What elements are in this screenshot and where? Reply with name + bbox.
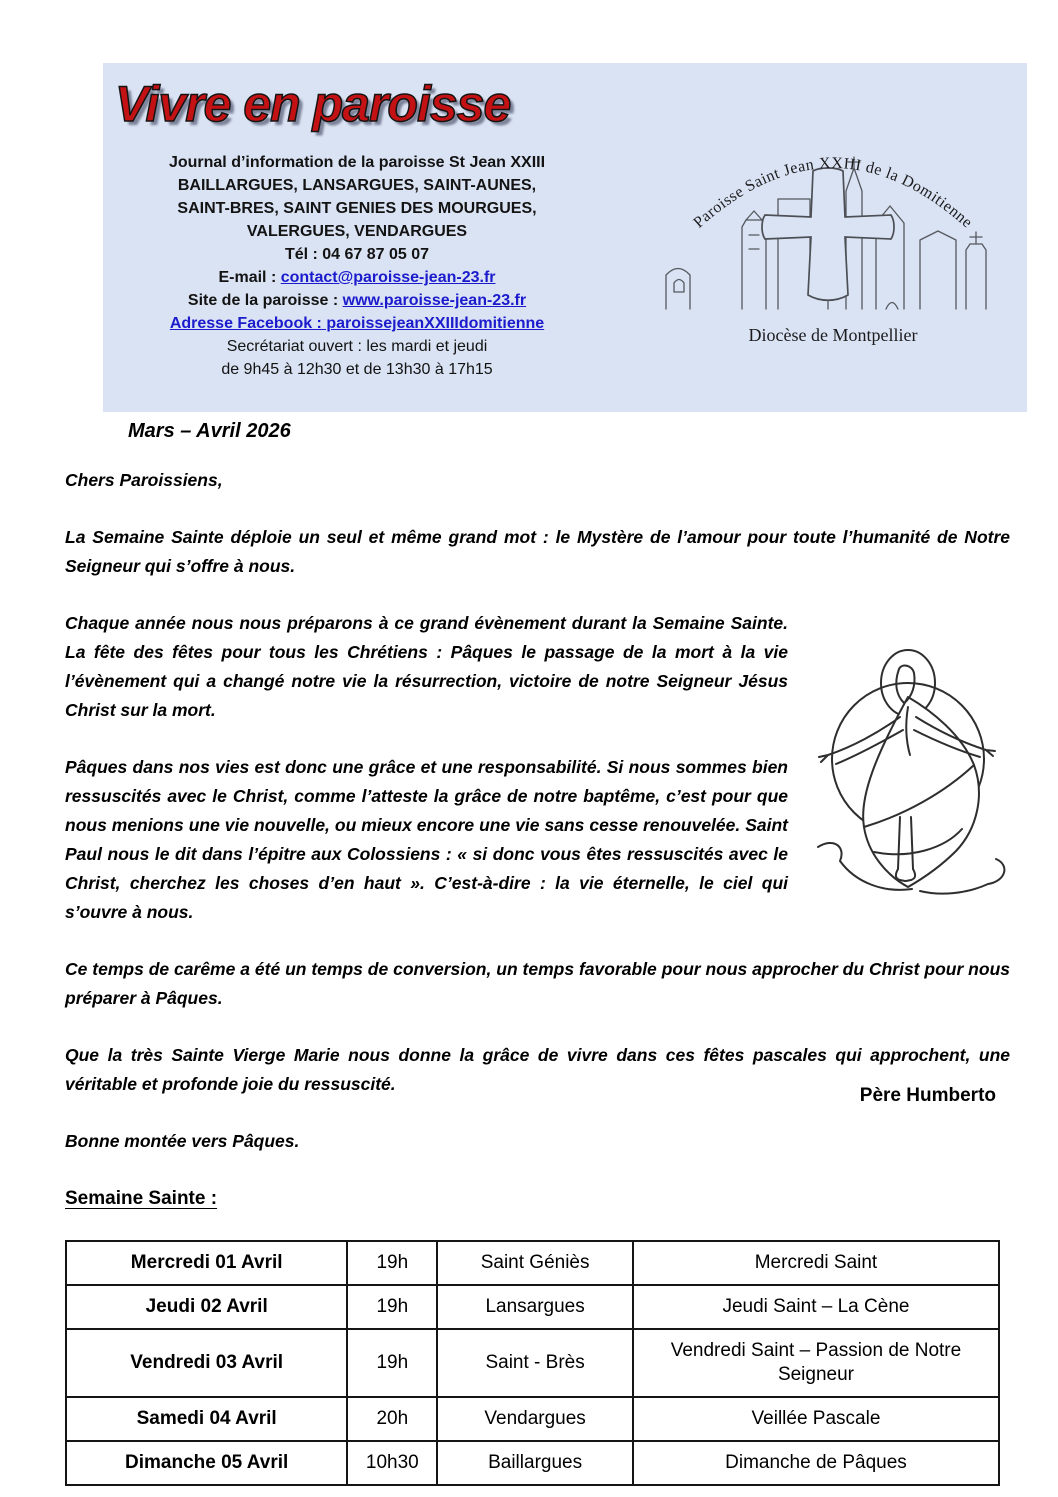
towns-line-1: BAILLARGUES, LANSARGUES, SAINT-AUNES,	[177, 177, 537, 194]
letter-paragraph: Chaque année nous nous préparons à ce grand évènement durant la Semaine Sainte. La fête des fêtes pour tous les Chrétiens : Pâques le passage de la mort à la vie l’évènement qui a changé notre vie la résurrection, victoire de notre Seigneur Jésus Christ sur la mort.	[65, 613, 788, 720]
schedule-place-cell: Saint - Brès	[437, 1329, 633, 1397]
website-label: Site de la paroisse :	[187, 292, 343, 309]
schedule-time-cell: 19h	[347, 1329, 437, 1397]
schedule-place-cell: Baillargues	[437, 1441, 633, 1485]
letter-signature: Père Humberto	[859, 1085, 996, 1106]
schedule-place-cell: Vendargues	[437, 1397, 633, 1441]
parish-info-block	[113, 151, 601, 381]
secretariat-line-1: Secrétariat ouvert : les mardi et jeudi	[226, 338, 488, 355]
facebook-link[interactable]: Adresse Facebook : paroissejeanXXIIIdomitienne	[169, 315, 545, 332]
website-line	[113, 289, 601, 312]
letter-paragraph: Pâques dans nos vies est donc une grâce et une responsabilité. Si nous sommes bien ressuscités avec le Christ, comme l’atteste la grâce de notre baptême, c’est pour que nous menions une vie nouvelle, ou mieux encore une vie sans cesse renouvelée. Saint Paul nous le dit dans l’épitre aux Colossiens : « si donc vous êtes ressuscités avec le Christ, cherchez les choses d’en haut ». C’est-à-dire : la vie éternelle, le ciel qui s’ouvre à nous.	[65, 757, 788, 922]
schedule-time-cell: 10h30	[347, 1441, 437, 1485]
letter-paragraph: Que la très Sainte Vierge Marie nous donne la grâce de vivre dans ces fêtes pascales qui approchent, une véritable et profonde joie du ressuscité.	[65, 1045, 1010, 1094]
schedule-date-cell: Dimanche 05 Avril	[66, 1441, 347, 1485]
masthead	[103, 63, 1027, 412]
schedule-event-cell: Vendredi Saint – Passion de Notre Seigneur	[633, 1329, 999, 1397]
newsletter-title: Vivre en paroisse	[115, 76, 511, 132]
schedule-time-cell: 19h	[347, 1285, 437, 1329]
schedule-place-cell: Saint Géniès	[437, 1241, 633, 1285]
schedule-heading: Semaine Sainte :	[65, 1188, 218, 1209]
secretariat-line-2: de 9h45 à 12h30 et de 13h30 à 17h15	[221, 361, 493, 378]
table-row	[66, 1285, 999, 1329]
risen-christ-icon	[804, 637, 1010, 903]
issue-date: Mars – Avril 2026	[128, 420, 291, 442]
holy-week-schedule-table	[65, 1240, 1000, 1486]
phone-line: Tél : 04 67 87 05 07	[284, 246, 430, 263]
table-row	[66, 1329, 999, 1397]
towns-line-2: SAINT-BRES, SAINT GENIES DES MOURGUES,	[177, 200, 537, 217]
risen-christ-drawing	[804, 637, 1010, 943]
pastor-letter	[65, 466, 1010, 1184]
letter-paragraph: Ce temps de carême a été un temps de conversion, un temps favorable pour nous approcher du Christ pour nous préparer à Pâques.	[65, 959, 1010, 1008]
schedule-time-cell: 20h	[347, 1397, 437, 1441]
newsletter-subtitle: Journal d’information de la paroisse St Jean XXIII	[168, 154, 546, 171]
logo-caption: Diocèse de Montpellier	[748, 325, 918, 345]
schedule-date-cell: Mercredi 01 Avril	[66, 1241, 347, 1285]
parish-logo-drawing	[648, 69, 1018, 364]
table-row	[66, 1241, 999, 1285]
schedule-time-cell: 19h	[347, 1241, 437, 1285]
towns-line-3: VALERGUES, VENDARGUES	[246, 223, 468, 240]
schedule-event-cell: Mercredi Saint	[633, 1241, 999, 1285]
letter-paragraph: Bonne montée vers Pâques.	[65, 1131, 300, 1151]
email-line	[113, 266, 601, 289]
schedule-date-cell: Jeudi 02 Avril	[66, 1285, 347, 1329]
cross-icon	[762, 168, 894, 300]
facebook-line	[113, 312, 601, 335]
parish-logo	[648, 69, 1018, 369]
schedule-place-cell: Lansargues	[437, 1285, 633, 1329]
letter-paragraph: La Semaine Sainte déploie un seul et même grand mot : le Mystère de l’amour pour toute l’humanité de Notre Seigneur qui s’offre à nous.	[65, 527, 1010, 576]
letter-salutation: Chers Paroissiens,	[65, 470, 223, 490]
schedule-date-cell: Samedi 04 Avril	[66, 1397, 347, 1441]
email-label: E-mail :	[218, 269, 281, 286]
table-row	[66, 1397, 999, 1441]
schedule-event-cell: Jeudi Saint – La Cène	[633, 1285, 999, 1329]
schedule-event-cell: Veillée Pascale	[633, 1397, 999, 1441]
email-link[interactable]: contact@paroisse-jean-23.fr	[280, 269, 496, 286]
logo-arc-text: Paroisse Saint Jean XXIII de la Domitienne	[690, 154, 976, 232]
website-link[interactable]: www.paroisse-jean-23.fr	[342, 292, 527, 309]
schedule-date-cell: Vendredi 03 Avril	[66, 1329, 347, 1397]
table-row	[66, 1441, 999, 1485]
schedule-event-cell: Dimanche de Pâques	[633, 1441, 999, 1485]
